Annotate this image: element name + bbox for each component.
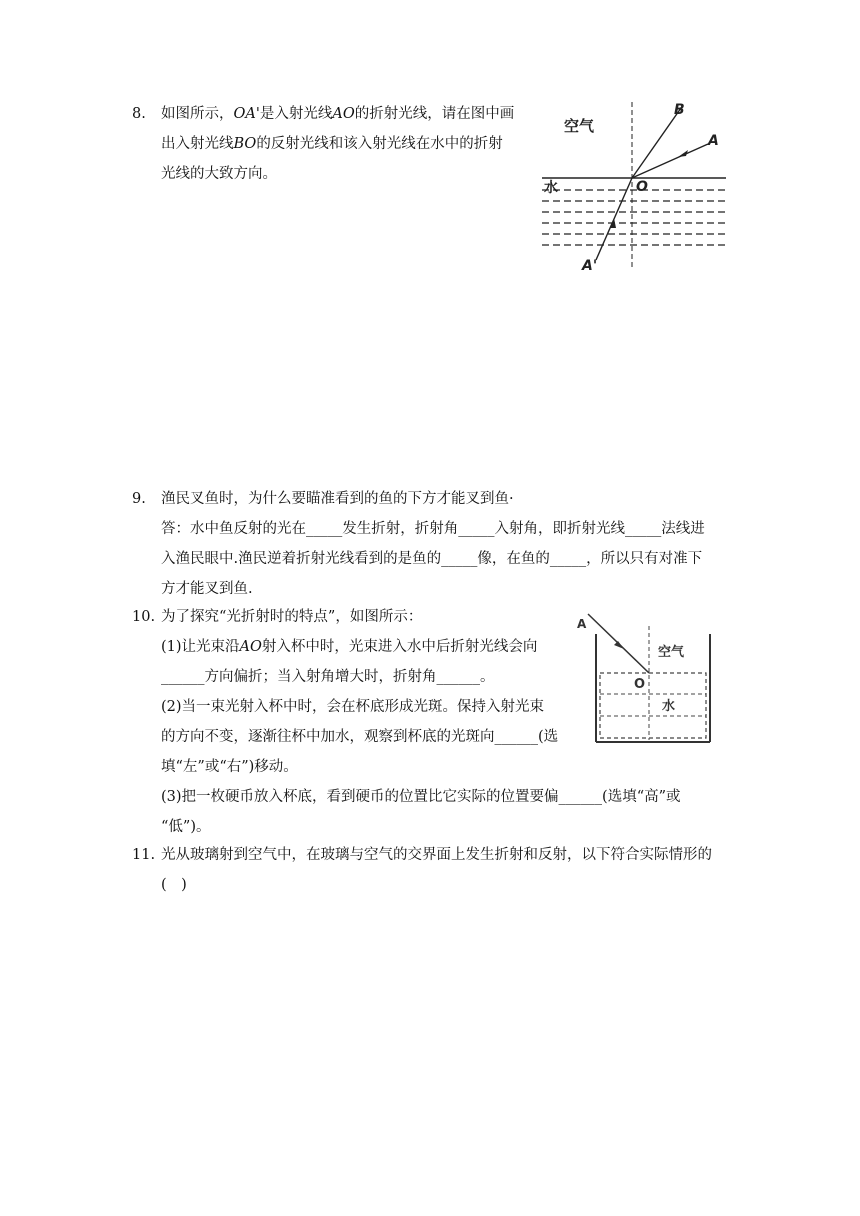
math-oa-prime: OA' xyxy=(233,106,260,122)
water-region xyxy=(600,673,706,738)
question-text-line: 入渔民眼中.渔民逆着折射光线看到的是鱼的_____像，在鱼的_____，所以只有对准下 xyxy=(161,551,703,567)
question-text-line: 如图所示，OA'是入射光线AO的折射光线，请在图中画 xyxy=(161,106,515,122)
point-o-label: O xyxy=(636,179,648,195)
question-text-line: ______方向偏折；当入射角增大时，折射角______。 xyxy=(161,669,495,685)
question-text-line: (1)让光束沿AO射入杯中时，光束进入水中后折射光线会向 xyxy=(161,639,538,655)
answer-blank: ( ) xyxy=(161,877,187,893)
question-text-line: 渔民叉鱼时，为什么要瞄准看到的鱼的下方才能叉到鱼· xyxy=(161,491,514,507)
refraction-diagram xyxy=(538,100,728,275)
question-11 xyxy=(132,840,732,900)
water-surface-lines xyxy=(542,178,726,245)
point-a-label: A xyxy=(708,133,719,149)
point-a-label: A xyxy=(577,617,587,631)
arrow-ao xyxy=(678,150,688,157)
math-ao: AO xyxy=(239,639,262,655)
question-text-line: (3)把一枚硬币放入杯底，看到硬币的位置比它实际的位置要偏______(选填“高”或 xyxy=(161,789,681,805)
water-label: 水 xyxy=(544,180,558,196)
air-label: 空气 xyxy=(658,645,685,660)
math-ao: AO xyxy=(332,106,355,122)
question-text-line: 填“左”或“右”)移动。 xyxy=(161,759,298,775)
question-number: 11. xyxy=(132,847,156,863)
question-text-line: 光从玻璃射到空气中，在玻璃与空气的交界面上发生折射和反射，以下符合实际情形的 xyxy=(161,847,712,863)
question-text-line: 答：水中鱼反射的光在_____发生折射，折射角_____入射角，即折射光线_____法线进 xyxy=(161,521,705,537)
air-label: 空气 xyxy=(564,117,595,135)
question-text-line: (2)当一束光射入杯中时，会在杯底形成光斑。保持入射光束 xyxy=(161,699,545,715)
ray-arrow xyxy=(614,641,624,649)
point-b-label: B xyxy=(674,102,685,118)
question-text-line: 出入射光线BO的反射光线和该入射光线在水中的折射 xyxy=(161,136,503,152)
question-number: 10. xyxy=(132,609,156,625)
question-number: 9. xyxy=(132,491,146,507)
question-text-line: 的方向不变，逐渐往杯中加水，观察到杯底的光斑向______(选 xyxy=(161,729,559,745)
question-text-line: “低”)。 xyxy=(161,819,211,835)
question-text-line: 方才能叉到鱼. xyxy=(161,581,253,597)
question-text-line: 为了探究“光折射时的特点”，如图所示： xyxy=(161,609,423,625)
question-9 xyxy=(132,484,732,604)
question-8 xyxy=(132,99,552,194)
cup-refraction-diagram xyxy=(574,604,730,752)
point-o-label: O xyxy=(634,677,646,692)
question-text-line: 光线的大致方向。 xyxy=(161,166,277,182)
point-a-prime-label: A' xyxy=(582,258,598,274)
question-number: 8. xyxy=(132,106,146,122)
math-bo: BO xyxy=(233,136,257,152)
water-label: 水 xyxy=(662,699,676,714)
